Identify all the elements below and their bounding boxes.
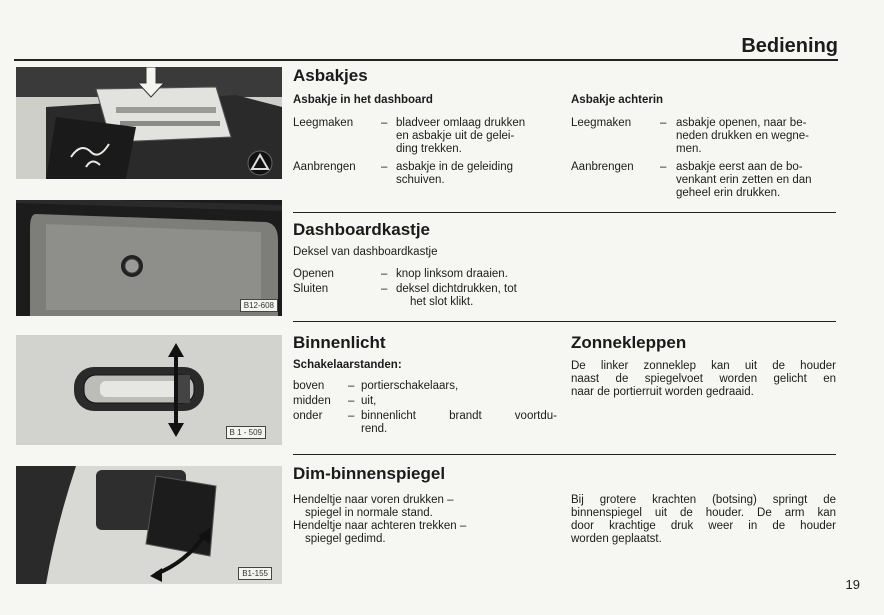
text-line: bladveer omlaag drukken	[396, 117, 526, 129]
section-divider	[293, 454, 836, 455]
page-header-title: Bediening	[741, 35, 838, 57]
interior-light-photo-code: B 1 - 509	[226, 426, 266, 439]
ashtray-photo	[16, 67, 282, 179]
zonnekleppen-heading: Zonnekleppen	[571, 333, 687, 352]
text-line: asbakje in de geleiding	[396, 161, 514, 173]
asbakje-dashboard-subheading: Asbakje in het dashboard	[293, 94, 433, 106]
binnenlicht-subheading: Schakelaarstanden:	[293, 359, 402, 371]
text-line: neden drukken en wegne-	[676, 130, 809, 142]
binnenlicht-label: onder	[293, 410, 323, 422]
mirror-photo-code: B1-155	[238, 567, 272, 580]
dashboardkastje-dash: –	[381, 283, 388, 295]
interior-light-photo	[16, 335, 282, 445]
asbakje-rear-label: Aanbrengen	[571, 161, 634, 173]
dashboardkastje-text	[396, 283, 557, 309]
text-line: binnenspiegel uit de houder. De arm kan	[571, 507, 836, 519]
dimbinnenspiegel-left-text	[293, 494, 555, 546]
binnenlicht-heading: Binnenlicht	[293, 333, 386, 352]
text-line: spiegel in normale stand.	[305, 507, 433, 519]
text-line: naast de spiegelvoet worden gelicht en	[571, 373, 836, 385]
text-line: door krachtige druk weer in de houder	[571, 520, 836, 532]
mirror-photo	[16, 466, 282, 584]
text-line: schuiven.	[396, 174, 445, 186]
dimbinnenspiegel-heading: Dim-binnenspiegel	[293, 464, 446, 483]
text-line: venkant erin zetten en dan	[676, 174, 812, 186]
zonnekleppen-text	[571, 360, 836, 399]
dashboardkastje-subheading: Deksel van dashboardkastje	[293, 246, 438, 258]
asbakje-achterin-subheading: Asbakje achterin	[571, 94, 664, 106]
text-line: binnenlicht brandt voortdu-	[361, 410, 557, 422]
text-line: geheel erin drukken.	[676, 187, 781, 199]
text-line: naar de portierruit worden gedraaid.	[571, 386, 754, 398]
binnenlicht-text: portierschakelaars,	[361, 380, 459, 392]
text-line: worden geplaatst.	[571, 533, 662, 545]
asbakje-dash-text	[396, 117, 557, 156]
asbakje-rear-label: Leegmaken	[571, 117, 632, 129]
asbakjes-heading: Asbakjes	[293, 66, 368, 85]
asbakje-dash-label: Leegmaken	[293, 117, 354, 129]
asbakje-dash-label: Aanbrengen	[293, 161, 356, 173]
dimbinnenspiegel-right-text	[571, 494, 836, 546]
asbakje-rear-text	[676, 161, 836, 200]
asbakje-rear-dash: –	[660, 161, 667, 173]
text-line: deksel dichtdrukken, tot	[396, 283, 517, 295]
binnenlicht-text: uit,	[361, 395, 377, 407]
asbakje-rear-text	[676, 117, 836, 156]
text-line: het slot klikt.	[410, 296, 474, 308]
glovebox-photo-code: B12-608	[240, 299, 278, 312]
dashboardkastje-text: knop linksom draaien.	[396, 268, 508, 280]
dashboardkastje-label: Sluiten	[293, 283, 329, 295]
text-line: Bij grotere krachten (botsing) springt de	[571, 494, 836, 506]
asbakje-dash-text	[396, 161, 557, 187]
text-line: ding trekken.	[396, 143, 462, 155]
binnenlicht-dash: –	[348, 395, 355, 407]
text-line: men.	[676, 143, 702, 155]
section-divider	[293, 212, 836, 213]
text-line: rend.	[361, 423, 388, 435]
dashboardkastje-dash: –	[381, 268, 388, 280]
glovebox-photo	[16, 200, 282, 316]
text-line: De linker zonneklep kan uit de houder	[571, 360, 836, 372]
binnenlicht-text	[361, 410, 557, 436]
text-line: Hendeltje naar voren drukken –	[293, 494, 454, 506]
asbakje-rear-dash: –	[660, 117, 667, 129]
text-line: asbakje eerst aan de bo-	[676, 161, 803, 173]
text-line: spiegel gedimd.	[305, 533, 386, 545]
page-number: 19	[845, 577, 860, 592]
section-divider	[293, 321, 836, 322]
dashboardkastje-label: Openen	[293, 268, 334, 280]
header-rule	[14, 59, 838, 61]
binnenlicht-label: midden	[293, 395, 331, 407]
text-line: en asbakje uit de gelei-	[396, 130, 515, 142]
binnenlicht-label: boven	[293, 380, 325, 392]
asbakje-dash-dash: –	[381, 117, 388, 129]
binnenlicht-dash: –	[348, 410, 355, 422]
text-line: Hendeltje naar achteren trekken –	[293, 520, 467, 532]
asbakje-dash-dash: –	[381, 161, 388, 173]
text-line: asbakje openen, naar be-	[676, 117, 807, 129]
binnenlicht-dash: –	[348, 380, 355, 392]
dashboardkastje-heading: Dashboardkastje	[293, 220, 430, 239]
